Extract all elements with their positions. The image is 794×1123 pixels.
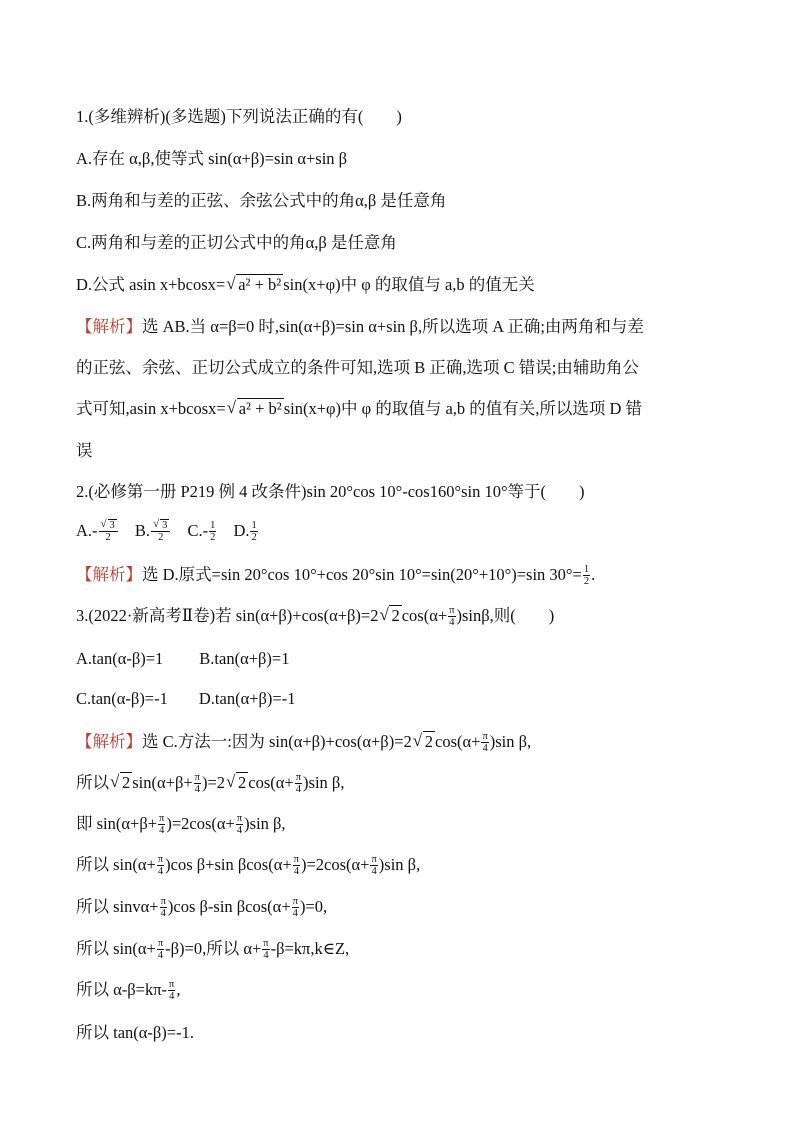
answer-end: . bbox=[591, 565, 596, 584]
q3-answer-line4 bbox=[76, 854, 420, 878]
q1-option-d bbox=[76, 274, 535, 296]
q3-answer-line6 bbox=[76, 938, 349, 962]
option-label: A.- bbox=[76, 521, 98, 540]
answer-text: 所以 sin(α+ bbox=[76, 855, 156, 874]
denominator: 2 bbox=[251, 531, 257, 543]
fraction bbox=[448, 605, 455, 628]
denominator: 2 bbox=[583, 575, 590, 587]
denominator: 4 bbox=[169, 990, 175, 1002]
fraction bbox=[293, 854, 300, 877]
answer-text: 所以 sin(α+ bbox=[76, 939, 156, 958]
denominator: 4 bbox=[263, 949, 269, 961]
denominator: 4 bbox=[293, 865, 299, 877]
denominator: 4 bbox=[157, 949, 164, 961]
sqrt-symbol bbox=[226, 274, 283, 296]
answer-text: 选 D.原式=sin 20°cos 10°+cos 20°sin 10°=sin(20°+10°)=sin 30°= bbox=[142, 565, 582, 584]
fraction bbox=[250, 520, 257, 543]
fraction bbox=[236, 813, 243, 836]
answer-text: 所以 α-β=kπ- bbox=[76, 980, 168, 999]
answer-text: )cos β+sin βcos(α+ bbox=[165, 855, 292, 874]
answer-text: )sin β, bbox=[244, 814, 286, 833]
q1-stem: 1.(多维辨析)(多选题)下列说法正确的有( ) bbox=[76, 107, 402, 126]
numerator: π bbox=[169, 978, 175, 990]
denominator: 4 bbox=[159, 824, 165, 836]
denominator: 2 bbox=[105, 531, 111, 543]
q2-option-b bbox=[134, 519, 171, 543]
q3-option-a: A.tan(α-β)=1 bbox=[76, 649, 164, 668]
fraction bbox=[295, 772, 302, 795]
stem-text: cos(α+ bbox=[401, 606, 448, 625]
denominator: 4 bbox=[295, 783, 302, 795]
radicand: 2 bbox=[424, 732, 433, 751]
q1-answer-line4: 误 bbox=[76, 441, 93, 460]
fraction bbox=[481, 731, 488, 754]
sqrt-symbol bbox=[379, 605, 401, 627]
answer-text: )=2cos(α+ bbox=[166, 814, 235, 833]
sqrt-symbol bbox=[226, 772, 248, 794]
answer-text: cos(α+ bbox=[435, 732, 481, 751]
q3-option-c: C.tan(α-β)=-1 bbox=[76, 689, 168, 708]
numerator: π bbox=[157, 853, 164, 865]
option-label: B. bbox=[134, 521, 151, 540]
q2-option-d bbox=[233, 519, 258, 543]
q1-answer-line1 bbox=[76, 316, 644, 338]
answer-text: )sin β, bbox=[378, 855, 421, 874]
option-label: C.- bbox=[187, 521, 209, 540]
denominator: 4 bbox=[449, 616, 455, 628]
radicand: 2 bbox=[238, 773, 247, 792]
fraction bbox=[157, 854, 164, 877]
analysis-tag: 【解析】 bbox=[76, 732, 142, 751]
fraction bbox=[292, 896, 299, 919]
numerator: π bbox=[236, 812, 243, 824]
stem-text: )sinβ,则( ) bbox=[456, 606, 555, 625]
sqrt-symbol bbox=[153, 520, 169, 531]
q2-answer bbox=[76, 564, 595, 588]
q3-option-d: D.tan(α+β)=-1 bbox=[198, 689, 296, 708]
fraction bbox=[583, 564, 590, 587]
radicand: a² + b² bbox=[238, 275, 282, 294]
sqrt-symbol bbox=[227, 398, 284, 420]
answer-text: 选 AB.当 α=β=0 时,sin(α+β)=sin α+sin β,所以选项 A 正确;由两角和与差 bbox=[142, 317, 644, 336]
denominator: 4 bbox=[236, 824, 243, 836]
answer-text: , bbox=[176, 980, 181, 999]
fraction bbox=[151, 520, 170, 543]
numerator: 1 bbox=[210, 519, 216, 531]
answer-text: sin(α+β+ bbox=[132, 773, 193, 792]
numerator: π bbox=[160, 895, 166, 907]
q3-answer-line7 bbox=[76, 979, 180, 1003]
fraction bbox=[157, 938, 164, 961]
q3-answer-line2 bbox=[76, 772, 344, 796]
numerator: π bbox=[157, 937, 164, 949]
q3-options-row1 bbox=[76, 648, 289, 670]
answer-text: )sin β, bbox=[489, 732, 532, 751]
analysis-tag: 【解析】 bbox=[76, 317, 142, 336]
answer-text: 所以 sinvα+ bbox=[76, 897, 159, 916]
denominator: 4 bbox=[157, 865, 164, 877]
fraction bbox=[370, 854, 377, 877]
answer-text: 即 sin(α+β+ bbox=[76, 814, 158, 833]
answer-text: 所以 bbox=[76, 773, 109, 792]
numerator: π bbox=[263, 937, 269, 949]
answer-text: )sin β, bbox=[303, 773, 345, 792]
answer-prefix: 式可知,asin x+bcosx= bbox=[76, 399, 226, 418]
denominator: 4 bbox=[371, 865, 377, 877]
numerator: π bbox=[449, 604, 455, 616]
numerator: π bbox=[482, 730, 488, 742]
q3-options-row2 bbox=[76, 688, 295, 710]
radicand: 2 bbox=[391, 606, 400, 625]
q3-answer-line1 bbox=[76, 731, 531, 755]
denominator: 4 bbox=[482, 742, 488, 754]
answer-text: 选 C.方法一:因为 sin(α+β)+cos(α+β)=2 bbox=[142, 732, 412, 751]
analysis-tag: 【解析】 bbox=[76, 565, 142, 584]
fraction bbox=[168, 979, 175, 1002]
q1-answer-line2: 的正弦、余弦、正切公式成立的条件可知,选项 B 正确,选项 C 错误;由辅助角公 bbox=[76, 358, 639, 377]
q1-option-b: B.两角和与差的正弦、余弦公式中的角α,β 是任意角 bbox=[76, 191, 447, 210]
answer-text: )=0, bbox=[299, 897, 328, 916]
fraction bbox=[194, 772, 201, 795]
fraction bbox=[99, 520, 118, 543]
sqrt-symbol bbox=[413, 731, 435, 753]
q3-option-b: B.tan(α+β)=1 bbox=[199, 649, 290, 668]
q2-option-c bbox=[187, 519, 217, 543]
numerator: π bbox=[194, 771, 200, 783]
q1-option-a: A.存在 α,β,使等式 sin(α+β)=sin α+sin β bbox=[76, 149, 348, 168]
denominator: 4 bbox=[160, 907, 166, 919]
radicand: 2 bbox=[122, 773, 131, 792]
answer-text: )=2cos(α+ bbox=[300, 855, 370, 874]
q1-answer-line3 bbox=[76, 398, 642, 420]
numerator: π bbox=[371, 853, 377, 865]
numerator: π bbox=[293, 853, 299, 865]
answer-suffix: sin(x+φ)中 φ 的取值与 a,b 的值有关,所以选项 D 错 bbox=[283, 399, 643, 418]
fraction bbox=[160, 896, 167, 919]
denominator: 4 bbox=[194, 783, 200, 795]
q1-option-d-suffix: sin(x+φ)中 φ 的取值与 a,b 的值无关 bbox=[283, 275, 535, 294]
option-label: D. bbox=[233, 521, 250, 540]
radicand: a² + b² bbox=[238, 399, 282, 418]
q2-options bbox=[76, 520, 259, 544]
stem-text: 3.(2022·新高考Ⅱ卷)若 sin(α+β)+cos(α+β)=2 bbox=[76, 606, 379, 625]
q2-stem: 2.(必修第一册 P219 例 4 改条件)sin 20°cos 10°-cos160°sin 10°等于( ) bbox=[76, 482, 585, 501]
answer-text: -β)=0,所以 α+ bbox=[165, 939, 262, 958]
numerator: π bbox=[159, 812, 165, 824]
q1-option-d-prefix: D.公式 asin x+bcosx= bbox=[76, 275, 226, 294]
q3-answer-line8: 所以 tan(α-β)=-1. bbox=[76, 1023, 194, 1042]
denominator: 2 bbox=[158, 531, 164, 543]
numerator: π bbox=[295, 771, 302, 783]
answer-text: cos(α+ bbox=[248, 773, 294, 792]
q3-answer-line3 bbox=[76, 813, 286, 837]
radicand: 3 bbox=[162, 519, 168, 531]
q2-option-a bbox=[76, 519, 119, 543]
q3-answer-line5 bbox=[76, 896, 327, 920]
q1-option-c: C.两角和与差的正切公式中的角α,β 是任意角 bbox=[76, 233, 397, 252]
answer-text: )cos β-sin βcos(α+ bbox=[167, 897, 291, 916]
sqrt-symbol bbox=[101, 520, 117, 531]
radicand: 3 bbox=[109, 519, 115, 531]
denominator: 2 bbox=[210, 531, 216, 543]
fraction bbox=[209, 520, 216, 543]
fraction bbox=[158, 813, 165, 836]
answer-text: -β=kπ,k∈Z, bbox=[270, 939, 350, 958]
numerator: 1 bbox=[583, 563, 590, 575]
sqrt-symbol bbox=[110, 772, 132, 794]
numerator: π bbox=[292, 895, 298, 907]
denominator: 4 bbox=[292, 907, 298, 919]
q3-stem bbox=[76, 605, 554, 629]
answer-text: )=2 bbox=[201, 773, 226, 792]
numerator: 1 bbox=[251, 519, 257, 531]
fraction bbox=[262, 938, 269, 961]
